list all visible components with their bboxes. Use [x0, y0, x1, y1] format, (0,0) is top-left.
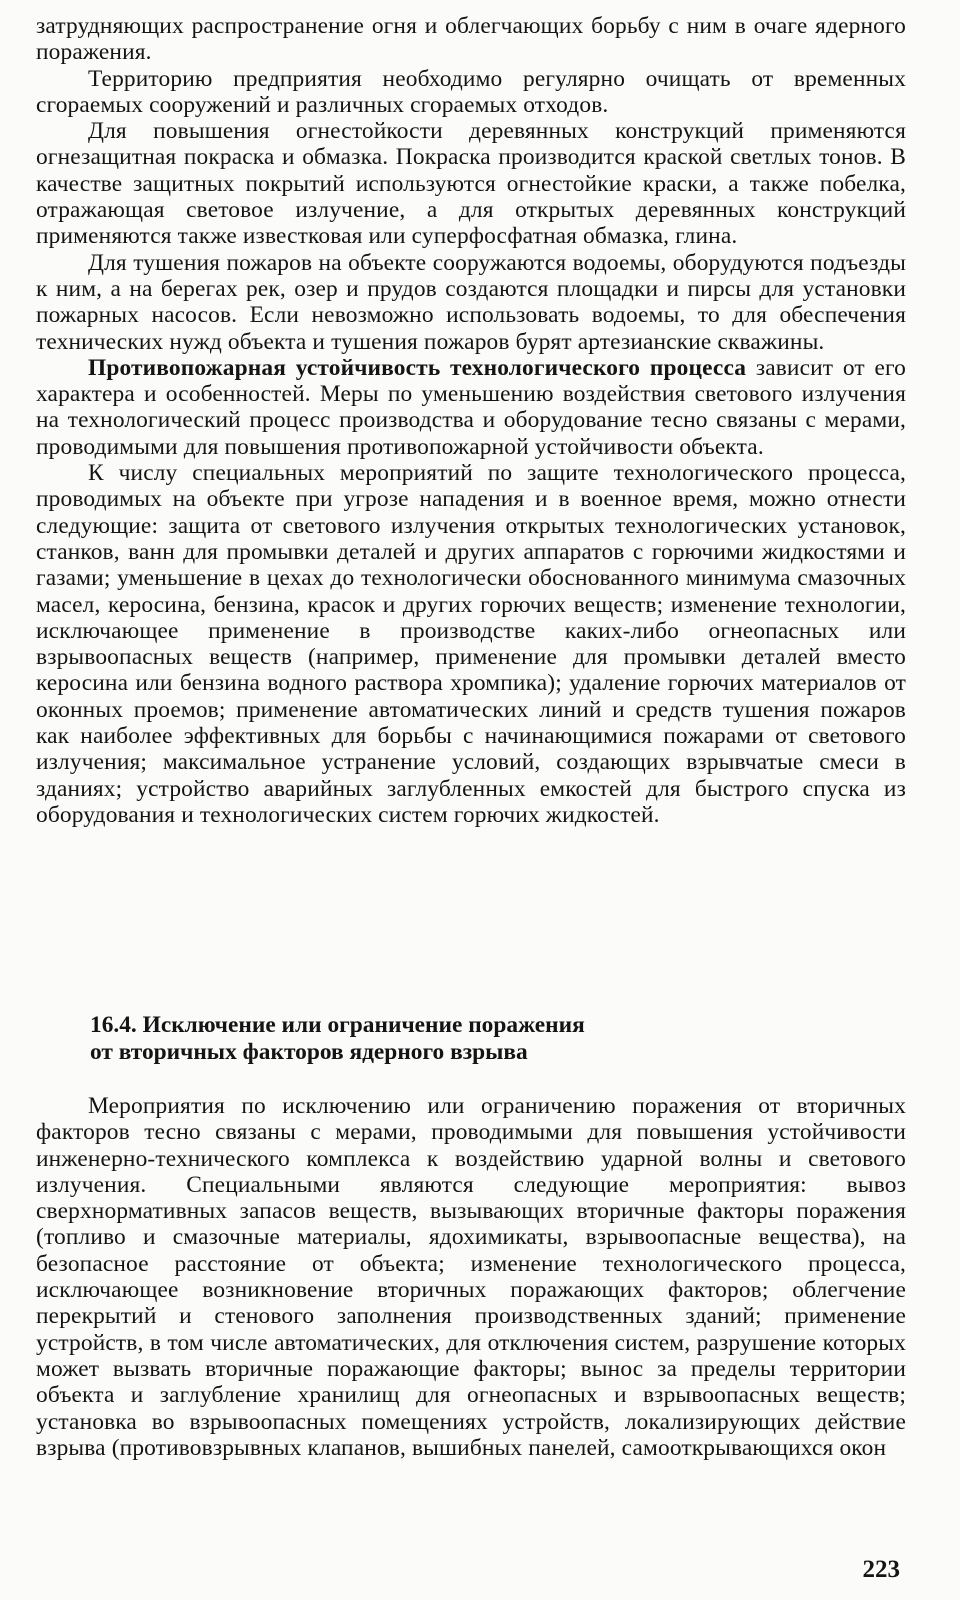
paragraph-secondary-factors: Мероприятия по исключению или ограничению поражения от вторичных факторов тесно связаны с мерами, проводимыми для повышения устойчивости инженерно-технического комплекса к воздействию ударной волны и светового излучения. Специальными являются следующие мероприятия: вывоз сверхнормативных запасов веществ, вызывающих вторичные факторы поражения (топливо и смазочные материалы, ядохимикаты, взрывоопасные вещества), на безопасное расстояние от объекта; изменение технологического процесса, исключающее возникновение вторичных поражающих факторов; облегчение перекрытий и стенового заполнения производственных зданий; применение устройств, в том числе автоматических, для отключения систем, разрушение которых может вызвать вторичные поражающие факторы; вынос за пределы территории объекта и заглубление хранилищ для огнеопасных и взрывоопасных веществ; установка во взрывоопасных помещениях устройств, локализирующих действие взрыва (противовзрывных клапанов, вышибных панелей, самооткрывающихся окон [36, 1093, 906, 1461]
page-number: 223 [862, 1556, 900, 1583]
paragraph-territory-cleaning: Территорию предприятия необходимо регулярно очищать от временных сгораемых сооружений и различных сгораемых отходов. [36, 65, 906, 118]
body-text-top [36, 13, 906, 828]
paragraph-special-measures: К числу специальных мероприятий по защите технологического процесса, проводимых на объекте при угрозе нападения и в военное время, можно отнести следующие: защита от светового излучения открытых технологических установок, станков, ванн для промывки деталей и других аппаратов с горючими жидкостями и газами; уменьшение в цехах до технологически обоснованного минимума смазочных масел, керосина, бензина, красок и других горючих веществ; изменение технологии, исключающее применение в производстве каких-либо огнеопасных или взрывоопасных веществ (например, применение для промывки деталей вместо керосина или бензина водного раствора хромпика); удаление горючих материалов от оконных проемов; применение автоматических линий и средств тушения пожаров как наиболее эффективных для борьбы с начинающимися пожарами от светового излучения; максимальное устранение условий, создающих взрывчатые смеси в зданиях; устройство аварийных заглубленных емкостей для быстрого спуска из оборудования и технологических систем горючих жидкостей. [36, 460, 906, 828]
section-heading-line-1: 16.4. Исключение или ограничение поражения [90, 1012, 585, 1038]
body-text-bottom [36, 1093, 906, 1461]
section-heading-line-2: от вторичных факторов ядерного взрыва [90, 1039, 528, 1065]
paragraph-fire-resistance: Для повышения огнестойкости деревянных конструкций применяются огнезащитная покраска и обмазка. Покраска производится краской светлых тонов. В качестве защитных покрытий используются огнестойкие краски, а также побелка, отражающая световое излучение, а для открытых деревянных конструкций применяются также известковая или суперфосфатная обмазка, глина. [36, 118, 906, 250]
section-heading [90, 1012, 870, 1066]
paragraph-rest: зависит от его характера и особенностей. Меры по уменьшению воздействия светового излучения на технологический процесс производства и оборудование тесно связаны с мерами, проводимыми для повышения противопожарной устойчивости объекта. [36, 354, 907, 460]
bold-term: Противопожарная устойчивость технологического процесса [88, 354, 747, 381]
paragraph-continued: затрудняющих распространение огня и облегчающих борьбу с ним в очаге ядерного поражения. [36, 13, 906, 66]
paragraph-process-stability [36, 355, 906, 460]
paragraph-firefighting-water: Для тушения пожаров на объекте сооружаются водоемы, оборудуются подъезды к ним, а на берегах рек, озер и прудов создаются площадки и пирсы для установки пожарных насосов. Если невозможно использовать водоемы, то для обеспечения технических нужд объекта и тушения пожаров бурят артезианские скважины. [36, 249, 906, 355]
